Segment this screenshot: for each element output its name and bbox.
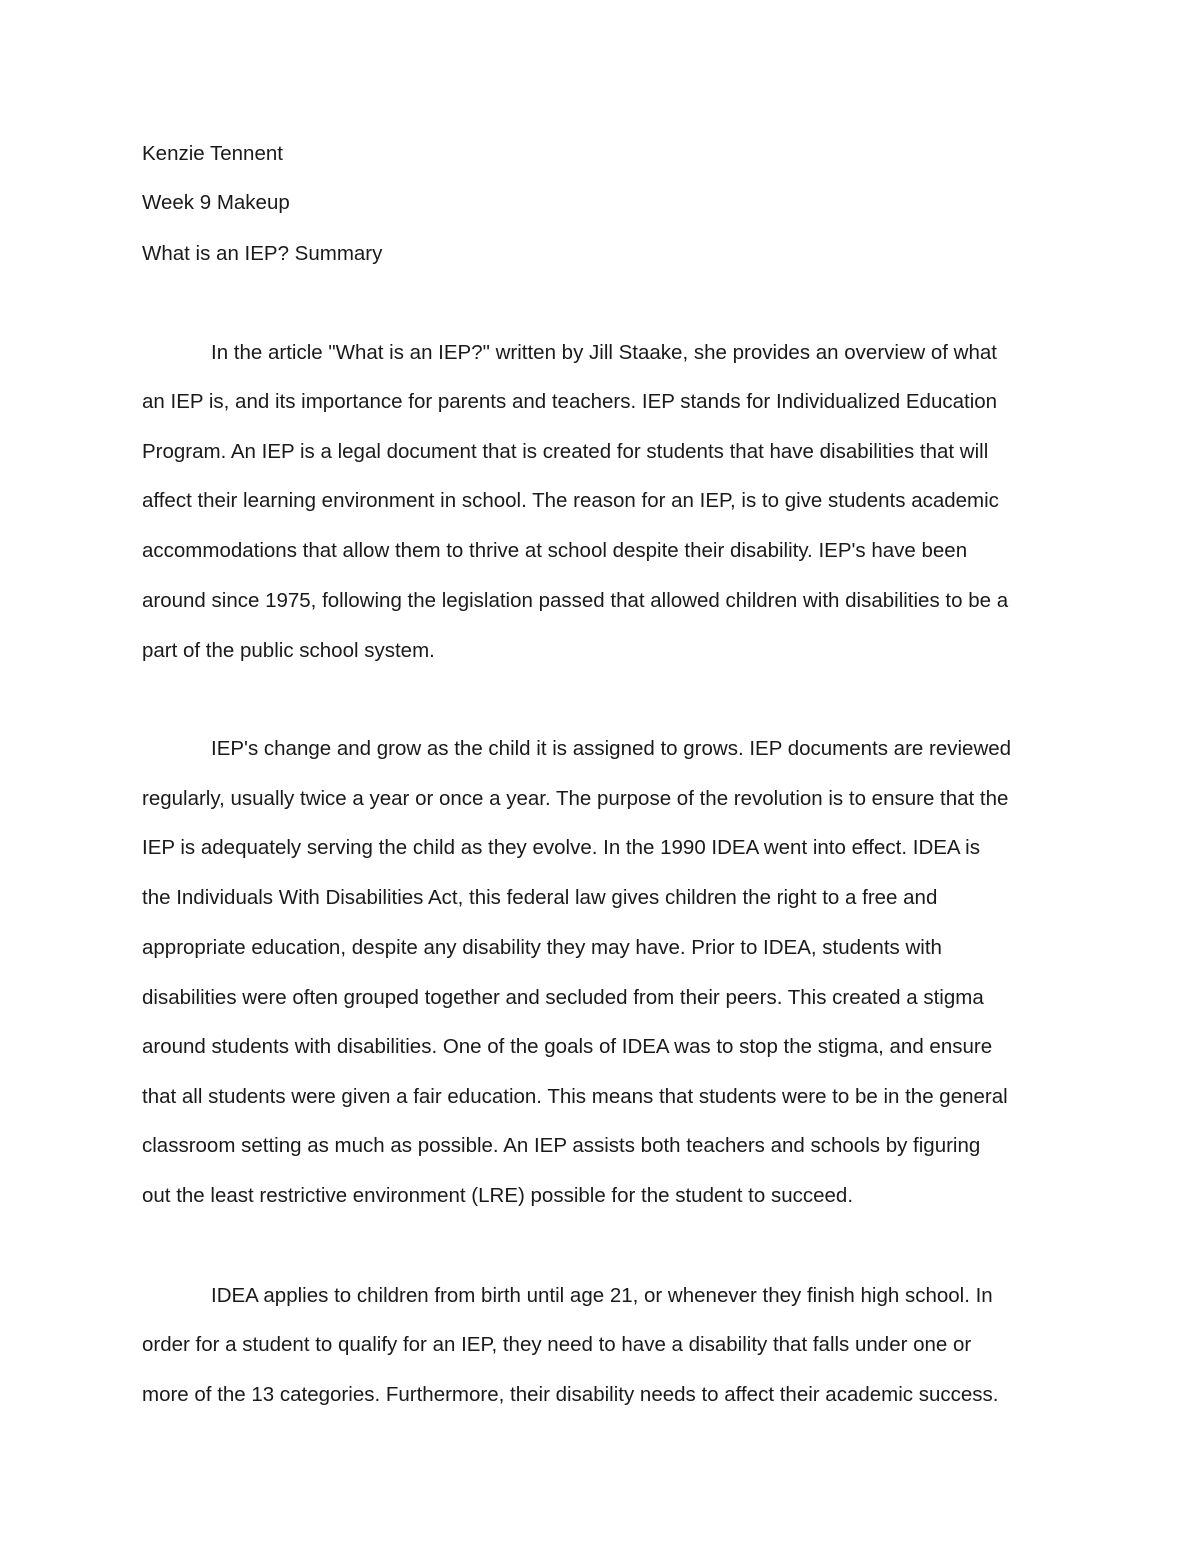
paragraph-1-line-6: around since 1975, following the legislation passed that allowed children with disabilities to be a <box>142 589 1009 612</box>
paragraph-1-line-5: accommodations that allow them to thrive at school despite their disability. IEP's have been <box>142 539 968 562</box>
paragraph-1-line-4: affect their learning environment in school. The reason for an IEP, is to give students academic <box>142 489 999 512</box>
paragraph-2-line-1: IEP's change and grow as the child it is assigned to grows. IEP documents are reviewed <box>211 737 1012 760</box>
paragraph-1-line-3: Program. An IEP is a legal document that is created for students that have disabilities that will <box>142 440 989 463</box>
paragraph-2-line-4: the Individuals With Disabilities Act, this federal law gives children the right to a free and <box>142 886 938 909</box>
paragraph-2-line-9: classroom setting as much as possible. An IEP assists both teachers and schools by figuring <box>142 1134 981 1157</box>
course-label: Week 9 Makeup <box>142 191 290 214</box>
paragraph-2-line-3: IEP is adequately serving the child as they evolve. In the 1990 IDEA went into effect. IDEA is <box>142 836 980 859</box>
paragraph-1-line-1: In the article "What is an IEP?" written by Jill Staake, she provides an overview of what <box>211 341 997 364</box>
paragraph-1-line-7: part of the public school system. <box>142 639 435 662</box>
paragraph-2-line-2: regularly, usually twice a year or once a year. The purpose of the revolution is to ensure that the <box>142 787 1009 810</box>
paragraph-2-line-10: out the least restrictive environment (LRE) possible for the student to succeed. <box>142 1184 854 1207</box>
author-name: Kenzie Tennent <box>142 142 283 165</box>
paragraph-3-line-3: more of the 13 categories. Furthermore, their disability needs to affect their academic success. <box>142 1383 999 1406</box>
document-title: What is an IEP? Summary <box>142 242 383 265</box>
paragraph-2-line-6: disabilities were often grouped together and secluded from their peers. This created a stigma <box>142 986 984 1009</box>
paragraph-3-line-1: IDEA applies to children from birth until age 21, or whenever they finish high school. In <box>211 1284 993 1307</box>
paragraph-2-line-5: appropriate education, despite any disability they may have. Prior to IDEA, students with <box>142 936 942 959</box>
paragraph-2-line-8: that all students were given a fair education. This means that students were to be in the general <box>142 1085 1008 1108</box>
paragraph-2-line-7: around students with disabilities. One of the goals of IDEA was to stop the stigma, and ensure <box>142 1035 993 1058</box>
paragraph-1-line-2: an IEP is, and its importance for parents and teachers. IEP stands for Individualized Education <box>142 390 998 413</box>
paragraph-3-line-2: order for a student to qualify for an IEP, they need to have a disability that falls under one or <box>142 1333 972 1356</box>
